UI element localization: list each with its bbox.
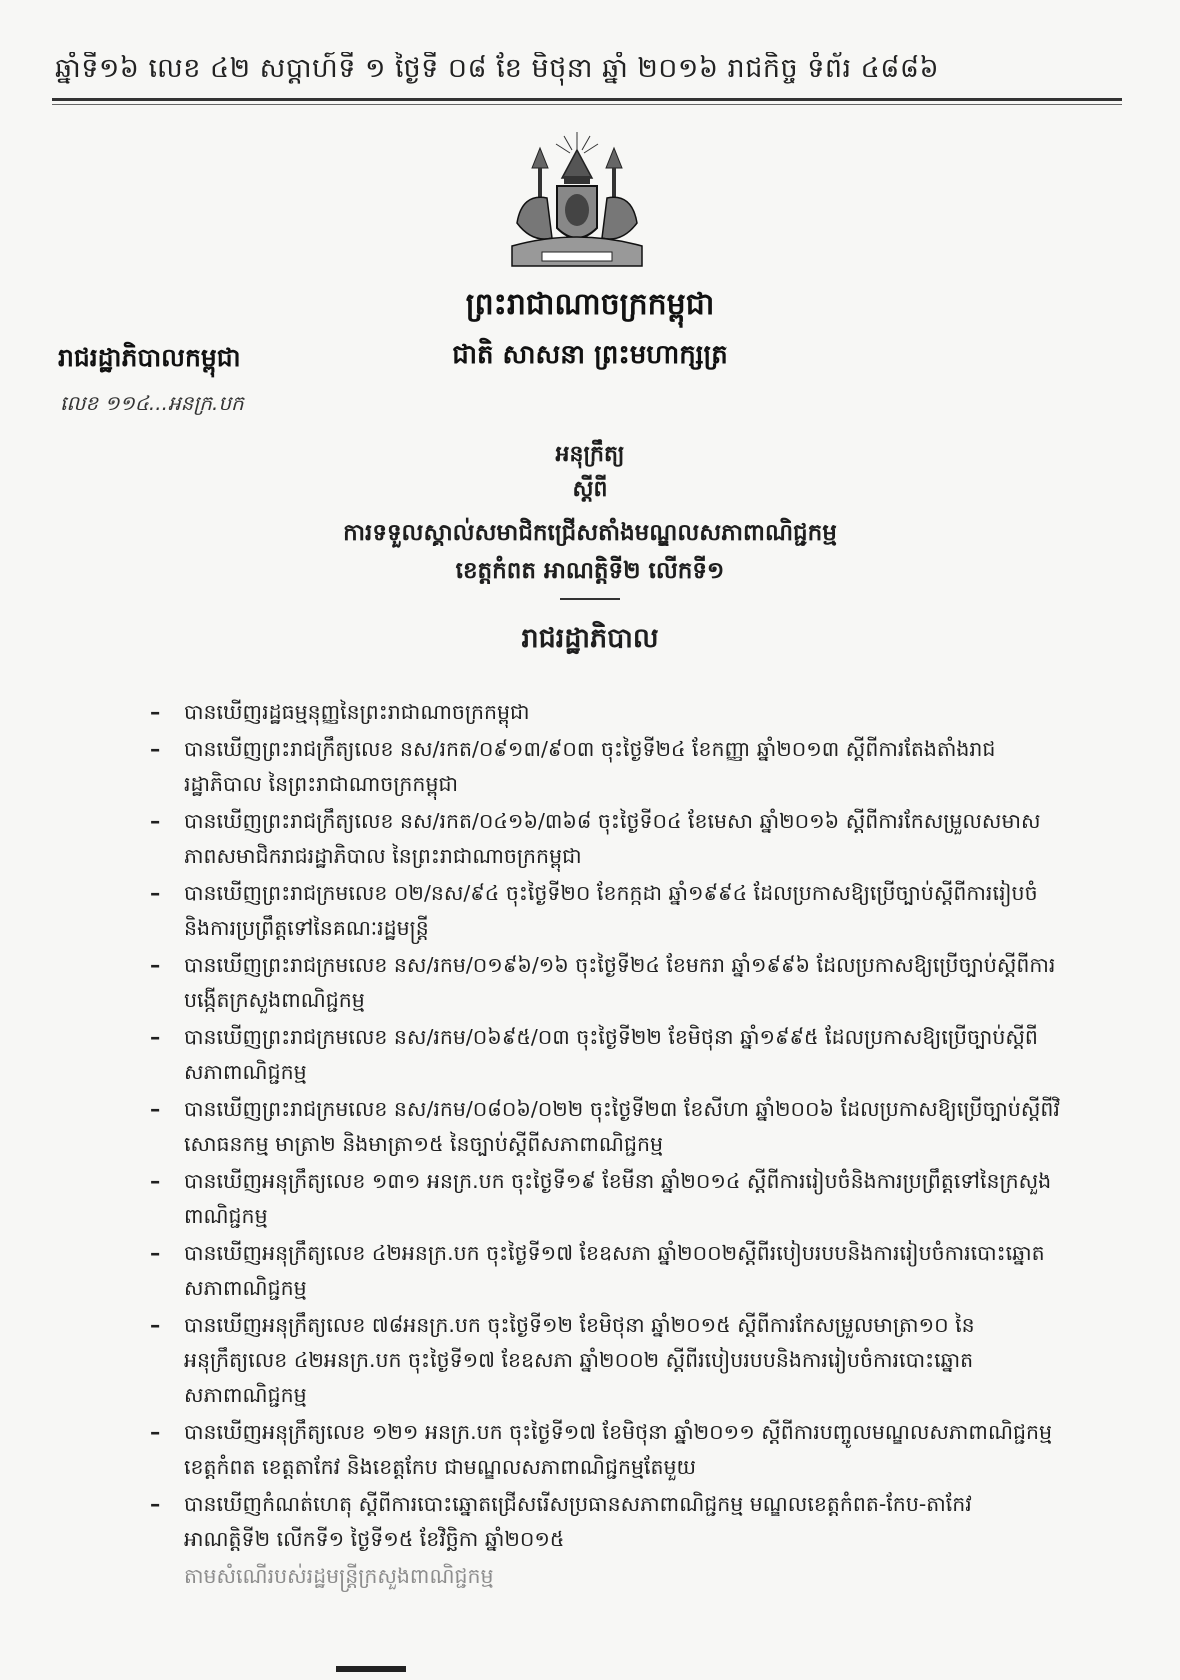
considerations-list: [150, 695, 1060, 1596]
list-item: [150, 1559, 1060, 1594]
list-item: [150, 695, 1060, 730]
consideration-text: បានឃើញព្រះរាជក្រឹត្យលេខ នស/រកត/០៩១៣/៩០៣ ចុះថ្ងៃទី២៤ ខែកញ្ញា ឆ្នាំ២០១៣ ស្ដីពីការតែងតាំងរាជរដ្ឋាភិបាល នៃព្រះរាជាណាចក្រកម្ពុជា: [184, 737, 996, 796]
dash-bullet: –: [150, 1313, 161, 1337]
document-about: ស្ដីពី: [572, 477, 608, 502]
consideration-text: បានឃើញអនុក្រឹត្យលេខ ៧៨អនក្រ.បក ចុះថ្ងៃទី១២ ខែមិថុនា ឆ្នាំ២០១៥ ស្ដីពីការកែសម្រួលមាត្រា១០ នៃអនុក្រឹត្យលេខ ៤២អនក្រ.បក ចុះថ្ងៃទី១៧ ខែឧសភា ឆ្នាំ២០០២ ស្ដីពីរបៀបរបបនិងការរៀបចំការបោះឆ្នោតសភាពាណិជ្ជកម្ម: [184, 1313, 975, 1407]
issuing-authority: រាជរដ្ឋាភិបាល: [521, 623, 659, 654]
header-divider-thin: [52, 104, 1122, 105]
consideration-text: បានឃើញអនុក្រឹត្យលេខ ៤២អនក្រ.បក ចុះថ្ងៃទី១៧ ខែឧសភា ឆ្នាំ២០០២ស្ដីពីរបៀបរបបនិងការរៀបចំការបោះឆ្នោតសភាពាណិជ្ជកម្ម: [184, 1241, 1045, 1300]
header-divider: [52, 98, 1122, 101]
dash-bullet: –: [150, 809, 161, 833]
list-item: [150, 732, 1060, 802]
list-item: [150, 1308, 1060, 1413]
dash-bullet: –: [150, 1169, 161, 1193]
consideration-text: តាមសំណើរបស់រដ្ឋមន្ត្រីក្រសួងពាណិជ្ជកម្ម: [184, 1564, 494, 1588]
kingdom-title: ព្រះរាជាណាចក្រកម្ពុជា: [465, 287, 715, 322]
dash-bullet: –: [150, 1420, 161, 1444]
consideration-text: បានឃើញព្រះរាជក្រមលេខ ០២/នស/៩៤ ចុះថ្ងៃទី២០ ខែកក្កដា ឆ្នាំ១៩៩៤ ដែលប្រកាសឱ្យប្រើច្បាប់ស្ដីពីការរៀបចំ និងការប្រព្រឹត្តទៅនៃគណៈរដ្ឋមន្ត្រី: [184, 881, 1038, 940]
consideration-text: បានឃើញរដ្ឋធម្មនុញ្ញនៃព្រះរាជាណាចក្រកម្ពុជា: [184, 700, 530, 724]
gazette-header: ឆ្នាំទី១៦ លេខ ៤២ សប្ដាហ៍ទី ១ ថ្ងៃទី ០៨ ខែ មិថុនា ឆ្នាំ ២០១៦ រាជកិច្ច ទំព័រ ៤៨៨៦: [55, 53, 940, 84]
list-item: [150, 1415, 1060, 1485]
consideration-text: បានឃើញព្រះរាជក្រឹត្យលេខ នស/រកត/០៤១៦/៣៦៨ ចុះថ្ងៃទី០៤ ខែមេសា ឆ្នាំ២០១៦ ស្ដីពីការកែសម្រួលសមាសភាពសមាជិករាជរដ្ឋាភិបាល នៃព្រះរាជាណាចក្រកម្ពុជា: [184, 809, 1041, 868]
dash-bullet: –: [150, 1025, 161, 1049]
consideration-text: បានឃើញព្រះរាជក្រមលេខ នស/រកម/០១៩៦/១៦ ចុះថ្ងៃទី២៤ ខែមករា ឆ្នាំ១៩៩៦ ដែលប្រកាសឱ្យប្រើច្បាប់ស្ដីពីការបង្កើតក្រសួងពាណិជ្ជកម្ម: [184, 953, 1056, 1012]
subject-line: ការទទួលស្គាល់សមាជិកជ្រើសតាំងមណ្ឌលសភាពាណិជ្ជកម្ម: [343, 520, 837, 546]
dash-bullet: –: [150, 953, 161, 977]
subject-line: ខេត្តកំពត អាណត្តិទី២ លើកទី១: [455, 558, 725, 584]
footer-mark: [336, 1666, 406, 1672]
list-item: [150, 804, 1060, 874]
dash-bullet: –: [150, 1492, 161, 1516]
document-subject: [250, 514, 930, 590]
consideration-text: បានឃើញអនុក្រឹត្យលេខ ១២១ អនក្រ.បក ចុះថ្ងៃទី១៧ ខែមិថុនា ឆ្នាំ២០១១ ស្ដីពីការបញ្ចូលមណ្ឌលសភាពាណិជ្ជកម្ម ខេត្តកំពត ខេត្តតាកែវ និងខេត្តកែប ជាមណ្ឌលសភាពាណិជ្ជកម្មតែមួយ: [184, 1420, 1053, 1479]
list-item: [150, 1487, 1060, 1557]
dash-bullet: –: [150, 1097, 161, 1121]
dash-bullet: –: [150, 700, 161, 724]
dash-bullet: –: [150, 1241, 161, 1265]
dash-bullet: –: [150, 881, 161, 905]
consideration-text: បានឃើញព្រះរាជក្រមលេខ នស/រកម/០៨០៦/០២២ ចុះថ្ងៃទី២៣ ខែសីហា ឆ្នាំ២០០៦ ដែលប្រកាសឱ្យប្រើច្បាប់ស្ដីពីវិសោធនកម្ម មាត្រា២ និងមាត្រា១៥ នៃច្បាប់ស្ដីពីសភាពាណិជ្ជកម្ម: [184, 1097, 1060, 1156]
consideration-text: បានឃើញកំណត់ហេតុ ស្ដីពីការបោះឆ្នោតជ្រើសរើសប្រធានសភាពាណិជ្ជកម្ម មណ្ឌលខេត្តកំពត-កែប-តាកែវ អាណត្តិទី២ លើកទី១ ថ្ងៃទី១៥ ខែវិច្ឆិកា ឆ្នាំ២០១៥: [184, 1492, 972, 1551]
document-type: អនុក្រឹត្យ: [555, 442, 625, 467]
royal-coat-of-arms-icon: [492, 128, 662, 278]
dash-bullet: –: [150, 737, 161, 761]
list-item: [150, 1020, 1060, 1090]
consideration-text: បានឃើញអនុក្រឹត្យលេខ ១៣១ អនក្រ.បក ចុះថ្ងៃទី១៩ ខែមីនា ឆ្នាំ២០១៤ ស្ដីពីការរៀបចំនិងការប្រព្រឹត្តទៅនៃក្រសួងពាណិជ្ជកម្ម: [184, 1169, 1052, 1228]
section-divider: [560, 598, 620, 600]
list-item: [150, 876, 1060, 946]
list-item: [150, 1092, 1060, 1162]
list-item: [150, 1164, 1060, 1234]
list-item: [150, 1236, 1060, 1306]
consideration-text: បានឃើញព្រះរាជក្រមលេខ នស/រកម/០៦៩៥/០៣ ចុះថ្ងៃទី២២ ខែមិថុនា ឆ្នាំ១៩៩៥ ដែលប្រកាសឱ្យប្រើច្បាប់ស្ដីពីសភាពាណិជ្ជកម្ម: [184, 1025, 1038, 1084]
list-item: [150, 948, 1060, 1018]
national-motto: ជាតិ សាសនា ព្រះមហាក្សត្រ: [452, 340, 728, 370]
document-number: លេខ ១១៤...អនក្រ.បក: [60, 391, 244, 415]
government-name: រាជរដ្ឋាភិបាលកម្ពុជា: [58, 343, 241, 372]
